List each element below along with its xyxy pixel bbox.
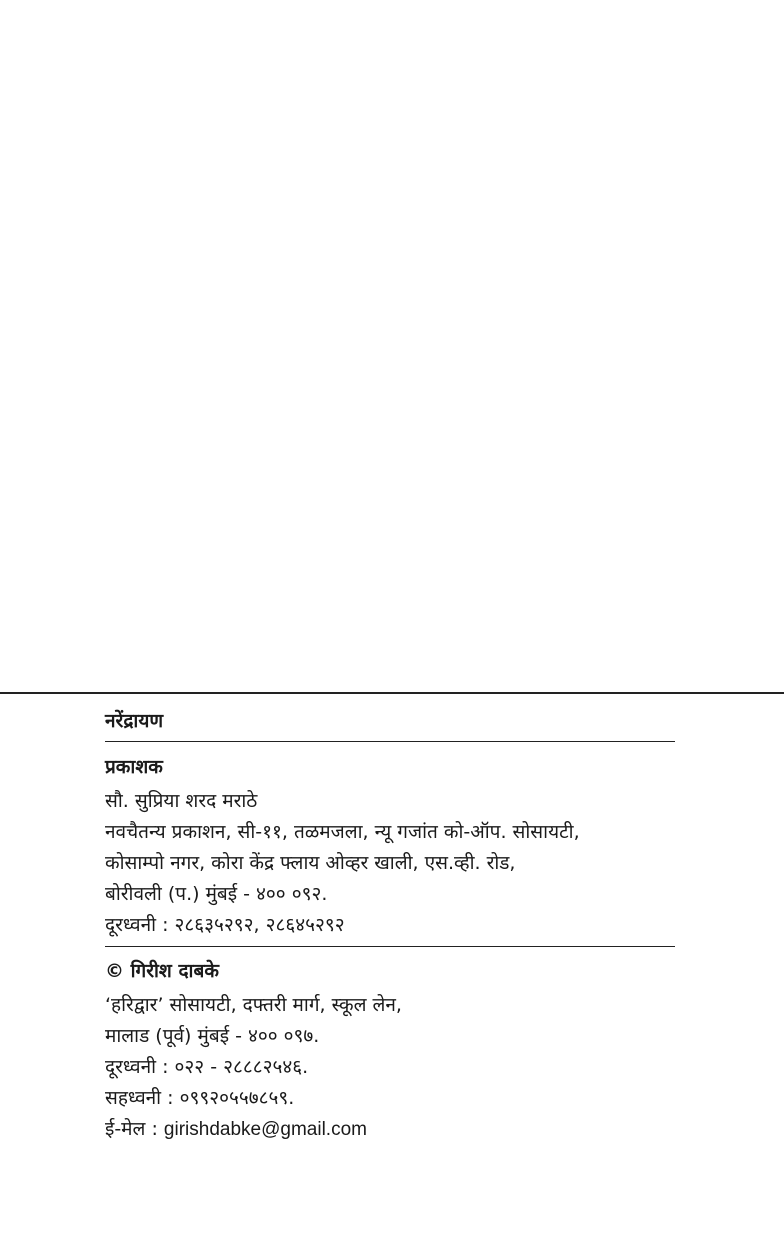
author-mobile: सहध्वनी : ०९९२०५५७८५९.	[105, 1087, 295, 1109]
publisher-address-line-2: कोसाम्पो नगर, कोरा केंद्र फ्लाय ओव्हर खाली, एस.व्ही. रोड,	[105, 852, 516, 874]
email-label: ई-मेल :	[105, 1118, 164, 1140]
author-address-line-2: मालाड (पूर्व) मुंबई - ४०० ०९७.	[105, 1025, 320, 1047]
publisher-divider	[105, 946, 675, 947]
book-title: नरेंद्रायण	[105, 710, 164, 732]
author-phone: दूरध्वनी : ०२२ - २८८८२५४६.	[105, 1056, 309, 1078]
book-title-block	[105, 708, 675, 734]
copyright-block	[105, 958, 675, 1145]
top-divider	[0, 692, 784, 694]
publisher-name: सौ. सुप्रिया शरद मराठे	[105, 790, 258, 812]
publisher-block	[105, 754, 675, 941]
publisher-address-line-1: नवचैतन्य प्रकाशन, सी-११, तळमजला, न्यू गजांत को-ऑप. सोसायटी,	[105, 821, 580, 843]
publisher-heading: प्रकाशक	[105, 756, 163, 778]
publisher-phone: दूरध्वनी : २८६३५२९२, २८६४५२९२	[105, 914, 345, 936]
copyright-heading: © गिरीश दाबके	[105, 960, 219, 982]
author-address-line-1: ‘हरिद्वार’ सोसायटी, दफ्तरी मार्ग, स्कूल लेन,	[105, 994, 402, 1016]
title-divider	[105, 741, 675, 742]
publisher-address-line-3: बोरीवली (प.) मुंबई - ४०० ०९२.	[105, 883, 328, 905]
email-address: girishdabke@gmail.com	[163, 1119, 367, 1140]
author-email-line	[105, 1114, 675, 1145]
